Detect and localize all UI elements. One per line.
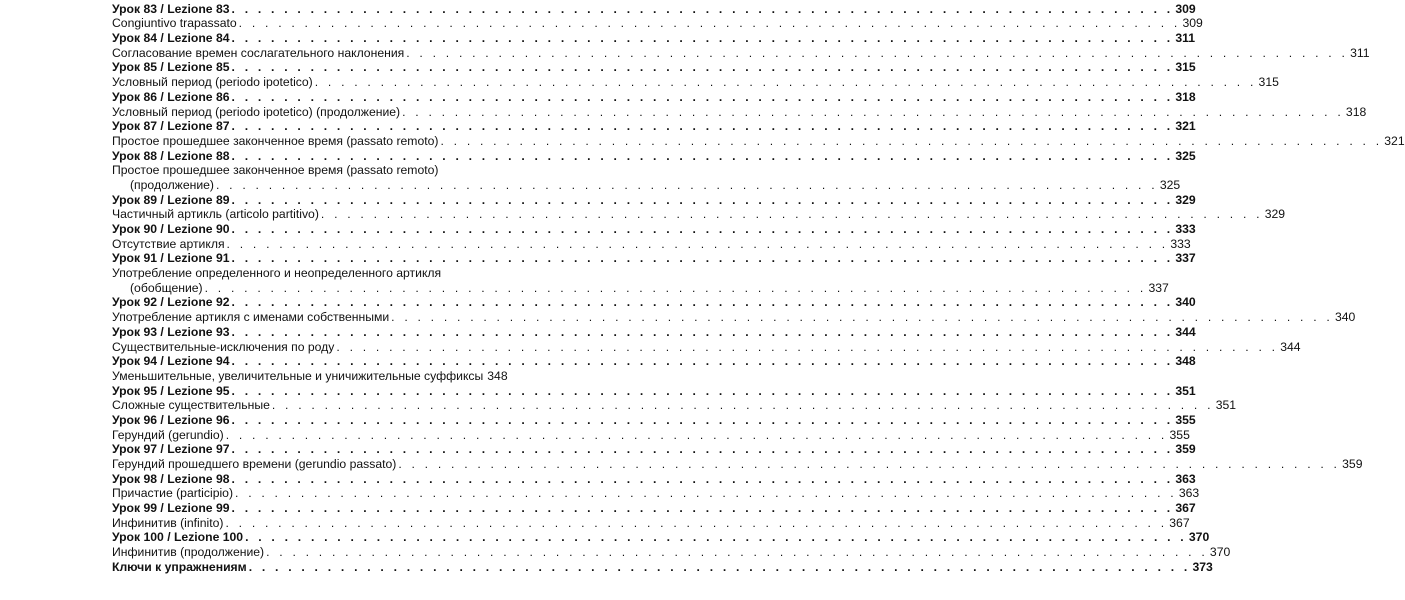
dot-leader: . . . . . . . . . . . . . . . . . . . . . . . . . . . . . . . . . . . . . . . . . . . . . . . . . . . . . . . . . . . . . . . . . . . . . . . . — [406, 45, 1349, 60]
toc-lesson-heading — [112, 1, 1196, 16]
toc-lesson-heading — [112, 471, 1196, 486]
dot-leader: . . . . . . . . . . . . . . . . . . . . . . . . . . . . . . . . . . . . . . . . . . . . . . . . . . . . . . . . . . . . . . . . . . . . . . . . — [238, 16, 1181, 31]
toc-entry-title: Урок 84 / Lezione 84 — [112, 31, 230, 46]
dot-leader: . . . . . . . . . . . . . . . . . . . . . . . . . . . . . . . . . . . . . . . . . . . . . . . . . . . . . . . . . . . . . . . . . . . . . . . . — [440, 133, 1383, 148]
toc-lesson-heading — [112, 412, 1196, 427]
toc-entry — [112, 398, 1237, 413]
toc-page-number: 318 — [1345, 104, 1367, 119]
toc-page-number: 373 — [1192, 559, 1213, 574]
toc-lesson-heading — [112, 442, 1196, 457]
dot-leader: . . . . . . . . . . . . . . . . . . . . . . . . . . . . . . . . . . . . . . . . . . . . . . . . . . . . . . . . . . . . . . . . . . . . . . . . — [225, 515, 1168, 530]
toc-entry — [112, 309, 1356, 325]
toc-page-number: 329 — [1175, 192, 1196, 207]
dot-leader: . . . . . . . . . . . . . . . . . . . . . . . . . . . . . . . . . . . . . . . . . . . . . . . . . . . . . . . . . . . . . . . . . . . . . . . . — [231, 501, 1174, 516]
toc-lesson-heading — [112, 60, 1196, 75]
toc-page-number: 311 — [1350, 45, 1370, 60]
dot-leader: . . . . . . . . . . . . . . . . . . . . . . . . . . . . . . . . . . . . . . . . . . . . . . . . . . . . . . . . . . . . . . . . . . . . . . . . — [398, 457, 1341, 471]
dot-leader: . . . . . . . . . . . . . . . . . . . . . . . . . . . . . . . . . . . . . . . . . . . . . . . . . . . . . . . . . . . . . . . . . . . . . . . . — [245, 530, 1187, 545]
toc-entry — [112, 207, 1286, 222]
toc-page-number: 315 — [1175, 60, 1196, 75]
toc-entry-title: Урок 92 / Lezione 92 — [112, 295, 230, 310]
toc-lesson-heading — [112, 89, 1196, 104]
toc-entry-title: (продолжение) — [130, 177, 214, 192]
dot-leader: . . . . . . . . . . . . . . . . . . . . . . . . . . . . . . . . . . . . . . . . . . . . . . . . . . . . . . . . . . . . . . . . . . . . . . . . — [231, 442, 1174, 457]
toc-page-number: 315 — [1258, 75, 1279, 90]
dot-leader: . . . . . . . . . . . . . . . . . . . . . . . . . . . . . . . . . . . . . . . . . . . . . . . . . . . . . . . . . . . . . . . . . . . . . . . . — [231, 412, 1174, 427]
dot-leader: . . . . . . . . . . . . . . . . . . . . . . . . . . . . . . . . . . . . . . . . . . . . . . . . . . . . . . . . . . . . . . . . . . . . . . . . — [204, 280, 1147, 295]
toc-page-number: 363 — [1175, 471, 1196, 486]
dot-leader: . . . . . . . . . . . . . . . . . . . . . . . . . . . . . . . . . . . . . . . . . . . . . . . . . . . . . . . . . . . . . . . . . . . . . . . . — [231, 383, 1174, 398]
dot-leader: . . . . . . . . . . . . . . . . . . . . . . . . . . . . . . . . . . . . . . . . . . . . . . . . . . . . . . . . . . . . . . . . . . . . . . . . — [235, 486, 1177, 501]
toc-entry-title: Причастие (participio) — [112, 486, 234, 501]
toc-lesson-heading — [112, 324, 1196, 339]
toc-entry-title: Урок 83 / Lezione 83 — [112, 1, 230, 16]
toc-entry-title: Урок 95 / Lezione 95 — [112, 383, 230, 398]
toc-entry-title: Урок 88 / Lezione 88 — [112, 148, 230, 163]
dot-leader: . . . . . . . . . . . . . . . . . . . . . . . . . . . . . . . . . . . . . . . . . . . . . . . . . . . . . . . . . . . . . . . . . . . . . . . . — [320, 207, 1263, 222]
toc-entry-title: Существительные-исключения по роду — [112, 339, 335, 354]
toc-page-number: 367 — [1169, 515, 1190, 530]
dot-leader: . . . . . . . . . . . . . . . . . . . . . . . . . . . . . . . . . . . . . . . . . . . . . . . . . . . . . . . . . . . . . . . . . . . . . . . . — [391, 310, 1333, 325]
toc-entry-title: Уменьшительные, увеличительные и уничижительные суффиксы — [112, 368, 484, 383]
toc-entry-title: Инфинитив (продолжение) — [112, 545, 265, 560]
dot-leader: . . . . . . . . . . . . . . . . . . . . . . . . . . . . . . . . . . . . . . . . . . . . . . . . . . . . . . . . . . . . . . . . . . . . . . . . — [248, 559, 1191, 574]
toc-entry — [112, 544, 1231, 560]
toc-entry — [112, 515, 1190, 530]
toc-entry-title: Простое прошедшее законченное время (passato remoto) — [112, 163, 439, 178]
toc-entry-title: Урок 100 / Lezione 100 — [112, 530, 244, 545]
toc-entry-title: Congiuntivo trapassato — [112, 16, 237, 31]
dot-leader: . . . . . . . . . . . . . . . . . . . . . . . . . . . . . . . . . . . . . . . . . . . . . . . . . . . . . . . . . . . . . . . . . . . . . . . . — [231, 60, 1174, 75]
toc-lesson-heading — [112, 148, 1196, 163]
toc-page-number: 351 — [1215, 398, 1237, 413]
toc-entry — [112, 456, 1363, 471]
dot-leader: . . . . . . . . . . . . . . . . . . . . . . . . . . . . . . . . . . . . . . . . . . . . . . . . . . . . . . . . . . . . . . . . . . . . . . . . — [231, 148, 1174, 163]
toc-page-number: 333 — [1175, 222, 1196, 236]
toc-entry-title: Частичный артикль (articolo partitivo) — [112, 207, 319, 222]
toc-entry-title: Отсутствие артикля — [112, 236, 225, 251]
dot-leader: . . . . . . . . . . . . . . . . . . . . . . . . . . . . . . . . . . . . . . . . . . . . . . . . . . . . . . . . . . . . . . . . . . . . . . . . — [231, 471, 1174, 486]
toc-lesson-heading — [112, 383, 1196, 398]
dot-leader: . . . . . . . . . . . . . . . . . . . . . . . . . . . . . . . . . . . . . . . . . . . . . . . . . . . . . . . . . . . . . . . . . . . . . . . . — [216, 177, 1158, 192]
toc-entry — [112, 177, 1181, 192]
toc-entry — [112, 265, 492, 280]
dot-leader: . . . . . . . . . . . . . . . . . . . . . . . . . . . . . . . . . . . . . . . . . . . . . . . . . . . . . . . . . . . . . . . . . . . . . . . . — [266, 545, 1208, 560]
dot-leader: . . . . . . . . . . . . . . . . . . . . . . . . . . . . . . . . . . . . . . . . . . . . . . . . . . . . . . . . . . . . . . . . . . . . . . . . — [231, 222, 1174, 236]
toc-page-number: 367 — [1175, 501, 1196, 516]
toc-entry-title: Урок 90 / Lezione 90 — [112, 222, 230, 236]
toc-entry — [112, 280, 1169, 295]
toc-lesson-heading — [112, 251, 1196, 266]
dot-leader: . . . . . . . . . . . . . . . . . . . . . . . . . . . . . . . . . . . . . . . . . . . . . . . . . . . . . . . . . . . . . . . . . . . . . . . . — [231, 89, 1174, 104]
dot-leader: . . . . . . . . . . . . . . . . . . . . . . . . . . . . . . . . . . . . . . . . . . . . . . . . . . . . . . . . . . . . . . . . . . . . . . . . — [231, 295, 1174, 310]
toc-lesson-heading — [112, 30, 1196, 46]
toc-page-number: 355 — [1169, 427, 1190, 442]
toc-lesson-heading — [112, 192, 1196, 207]
toc-entry — [112, 133, 1405, 148]
toc-entry-title: Урок 89 / Lezione 89 — [112, 192, 230, 207]
toc-page-number: 370 — [1209, 545, 1231, 560]
toc-page-number: 355 — [1175, 412, 1196, 427]
toc-entry — [112, 368, 508, 383]
toc-page-number: 325 — [1159, 177, 1181, 192]
toc-entry — [112, 16, 1203, 31]
toc-lesson-heading — [112, 559, 1213, 574]
toc-entry — [112, 74, 1279, 90]
dot-leader: . . . . . . . . . . . . . . . . . . . . . . . . . . . . . . . . . . . . . . . . . . . . . . . . . . . . . . . . . . . . . . . . . . . . . . . . — [231, 324, 1174, 339]
toc-page-number: 325 — [1175, 148, 1196, 163]
toc-page-number: 333 — [1170, 236, 1191, 251]
toc-entry-title: Сложные существительные — [112, 398, 270, 413]
toc-lesson-heading — [112, 221, 1196, 236]
toc-entry-title: Согласование времен сослагательного наклонения — [112, 45, 405, 60]
toc-page-number: 344 — [1175, 324, 1196, 339]
dot-leader: . . . . . . . . . . . . . . . . . . . . . . . . . . . . . . . . . . . . . . . . . . . . . . . . . . . . . . . . . . . . . . . . . . . . . . . . — [314, 75, 1257, 90]
toc-entry-title: Условный период (periodo ipotetico) — [112, 75, 313, 90]
toc-entry-title: Условный период (periodo ipotetico) (продолжение) — [112, 104, 401, 119]
dot-leader: . . . . . . . . . . . . . . . . . . . . . . . . . . . . . . . . . . . . . . . . . . . . . . . . . . . . . . . . . . . . . . . . . . . . . . . . — [231, 31, 1174, 46]
dot-leader: . . . . . . . . . . . . . . . . . . . . . . . . . . . . . . . . . . . . . . . . . . . . . . . . . . . . . . . . . . . . . . . . . . . . . . . . — [271, 398, 1214, 413]
toc-page-number: 370 — [1188, 530, 1210, 545]
toc-entry — [112, 163, 492, 178]
dot-leader: . . . . . . . . . . . . . . . . . . . . . . . . . . . . . . . . . . . . . . . . . . . . . . . . . . . . . . . . . . . . . . . . . . . . . . . . — [225, 427, 1168, 442]
toc-page-number: 359 — [1175, 442, 1196, 457]
toc-entry-title: Урок 86 / Lezione 86 — [112, 89, 230, 104]
toc-entry-title: Ключи к упражнениям — [112, 559, 247, 574]
toc-page-number: 318 — [1175, 89, 1196, 104]
toc-page-number: 337 — [1175, 251, 1196, 266]
toc-entry-title: Урок 91 / Lezione 91 — [112, 251, 230, 266]
toc-page-number: 329 — [1264, 207, 1286, 222]
toc-lesson-heading — [112, 119, 1196, 134]
toc-lesson-heading — [112, 295, 1196, 310]
toc-page-number: 348 — [487, 368, 508, 383]
toc-entry — [112, 486, 1200, 501]
toc-page-number: 340 — [1175, 295, 1196, 310]
toc-page-number: 309 — [1182, 16, 1203, 31]
toc-lesson-heading — [112, 500, 1196, 516]
toc-entry-title: Урок 97 / Lezione 97 — [112, 442, 230, 457]
toc-lesson-heading — [112, 354, 1196, 369]
toc-page-number: 321 — [1175, 119, 1196, 134]
toc-page-number: 351 — [1175, 383, 1196, 398]
toc-entry-title: Инфинитив (infinito) — [112, 515, 224, 530]
dot-leader: . . . . . . . . . . . . . . . . . . . . . . . . . . . . . . . . . . . . . . . . . . . . . . . . . . . . . . . . . . . . . . . . . . . . . . . . — [231, 1, 1174, 16]
toc-entry — [112, 427, 1190, 442]
dot-leader: . . . . . . . . . . . . . . . . . . . . . . . . . . . . . . . . . . . . . . . . . . . . . . . . . . . . . . . . . . . . . . . . . . . . . . . . — [231, 251, 1174, 266]
toc-entry — [112, 236, 1191, 251]
toc-entry-title: Употребление определенного и неопределенного артикля — [112, 266, 442, 281]
toc-entry-title: Употребление артикля с именами собственными — [112, 310, 390, 325]
dot-leader: . . . . . . . . . . . . . . . . . . . . . . . . . . . . . . . . . . . . . . . . . . . . . . . . . . . . . . . . . . . . . . . . . . . . . . . . — [231, 192, 1174, 207]
toc-entry-title: Урок 87 / Lezione 87 — [112, 119, 230, 134]
toc-entry-title: (обобщение) — [130, 280, 203, 295]
toc-page-number: 321 — [1384, 133, 1405, 148]
dot-leader: . . . . . . . . . . . . . . . . . . . . . . . . . . . . . . . . . . . . . . . . . . . . . . . . . . . . . . . . . . . . . . . . . . . . . . . . — [231, 354, 1174, 369]
dot-leader: . . . . . . . . . . . . . . . . . . . . . . . . . . . . . . . . . . . . . . . . . . . . . . . . . . . . . . . . . . . . . . . . . . . . . . . . — [336, 339, 1279, 354]
toc-entry-title: Герундий (gerundio) — [112, 427, 224, 442]
toc-entry-title: Урок 99 / Lezione 99 — [112, 501, 230, 516]
dot-leader: . . . . . . . . . . . . . . . . . . . . . . . . . . . . . . . . . . . . . . . . . . . . . . . . . . . . . . . . . . . . . . . . . . . . . . . . — [226, 236, 1169, 251]
toc-entry-title: Урок 94 / Lezione 94 — [112, 354, 230, 369]
dot-leader: . . . . . . . . . . . . . . . . . . . . . . . . . . . . . . . . . . . . . . . . . . . . . . . . . . . . . . . . . . . . . . . . . . . . . . . . — [402, 104, 1344, 119]
toc-page-number: 359 — [1342, 457, 1363, 471]
toc-lesson-heading — [112, 530, 1210, 545]
toc-page-number: 340 — [1334, 310, 1356, 325]
toc-page-number: 363 — [1178, 486, 1200, 501]
toc-entry-title: Урок 96 / Lezione 96 — [112, 412, 230, 427]
toc-entry-title: Урок 98 / Lezione 98 — [112, 471, 230, 486]
toc-page-number: 309 — [1175, 1, 1196, 16]
dot-leader: . . . . . . . . . . . . . . . . . . . . . . . . . . . . . . . . . . . . . . . . . . . . . . . . . . . . . . . . . . . . . . . . . . . . . . . . — [231, 119, 1174, 134]
toc-page-number: 348 — [1175, 354, 1196, 369]
table-of-contents — [112, 1, 1405, 574]
toc-page-number: 344 — [1280, 339, 1301, 354]
toc-entry — [112, 45, 1370, 60]
toc-entry-title: Герундий прошедшего времени (gerundio passato) — [112, 457, 397, 471]
toc-page-number: 311 — [1175, 31, 1196, 46]
toc-entry — [112, 104, 1367, 119]
toc-entry-title: Урок 85 / Lezione 85 — [112, 60, 230, 75]
toc-entry-title: Простое прошедшее законченное время (passato remoto) — [112, 133, 439, 148]
toc-entry-title: Урок 93 / Lezione 93 — [112, 324, 230, 339]
toc-page-number: 337 — [1148, 280, 1169, 295]
toc-entry — [112, 339, 1301, 354]
